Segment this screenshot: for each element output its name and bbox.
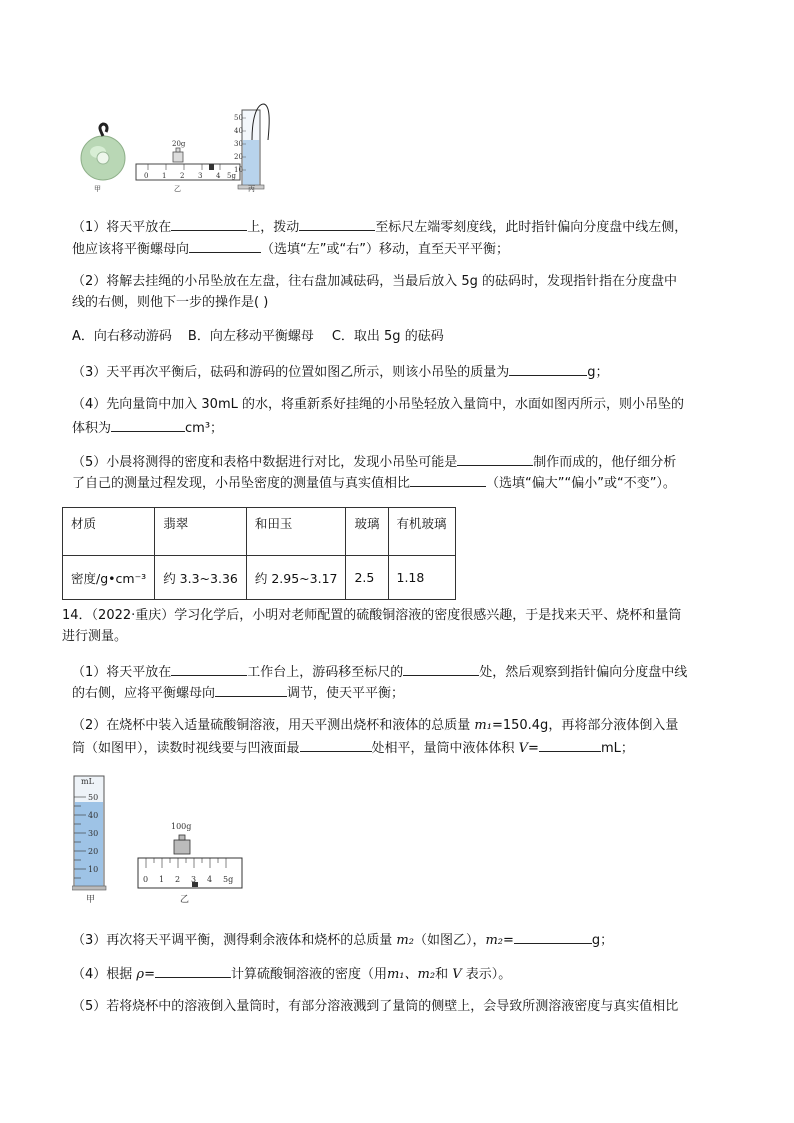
- answer-blank-q14-3[interactable]: [215, 684, 287, 697]
- table-header-cell: 和田玉: [246, 508, 346, 556]
- q1-line-1: [72, 218, 687, 236]
- cyl-tick-20: 20: [88, 847, 99, 856]
- q14-s2-text-c: 筒（如图甲），读数时视线要与凹液面最: [72, 741, 300, 756]
- q14-s4-text-a: （4）根据: [72, 967, 137, 982]
- ruler-tick-1: 1: [162, 172, 167, 180]
- q14-s3-eq: =: [503, 933, 514, 948]
- q14-s1-line-2: [72, 684, 404, 702]
- q14-s2-text-d: 处相平，量筒中液体体积: [371, 741, 519, 756]
- answer-blank-q4[interactable]: [111, 419, 185, 432]
- table-header-cell: 材质: [63, 508, 155, 556]
- q1-text-a: （1）将天平放在: [72, 220, 172, 235]
- fig-label-yi: 乙: [174, 185, 181, 193]
- table-cell: 1.18: [388, 556, 455, 600]
- q2-options: [72, 329, 444, 345]
- cyl-tick-10: 10: [234, 166, 243, 174]
- q14-intro-1: 14．（2022·重庆）学习化学后，小明对老师配置的硫酸铜溶液的密度很感兴趣，于是找来天平、烧杯和量筒: [62, 608, 682, 623]
- q14-s3-text-a: （3）再次将天平调平衡，测得剩余液体和烧杯的总质量: [72, 933, 397, 948]
- answer-blank-q14-6[interactable]: [514, 931, 592, 944]
- q1-text-b: 上，拨动: [247, 220, 300, 235]
- q1-line-2: [72, 240, 509, 258]
- q5-line-2: [72, 474, 676, 492]
- weight-label: 20g: [172, 140, 186, 148]
- q14-s4-line: [72, 965, 511, 983]
- ruler-tick-2: 2: [180, 172, 185, 180]
- option-b[interactable]: B．向左移动平衡螺母: [187, 329, 314, 344]
- answer-blank-q5-2[interactable]: [410, 474, 486, 487]
- q14-s4-text-c: 和: [435, 967, 453, 982]
- q14-s1-text-c: 处，然后观察到指针偏向分度盘中线: [479, 665, 688, 680]
- q14-s1-line-1: [72, 663, 687, 681]
- q14-s2-v: V: [518, 741, 529, 756]
- q14-intro-2: 进行测量。: [62, 629, 128, 644]
- weight-100g-icon: [174, 840, 190, 854]
- table-cell: 约 3.3~3.36: [155, 556, 247, 600]
- answer-blank-q14-2[interactable]: [403, 663, 479, 676]
- q14-s3-m2: m₂: [396, 933, 414, 948]
- table-row: [63, 508, 456, 556]
- q5-line-1: [72, 453, 676, 471]
- ruler-tick-0: 0: [143, 875, 149, 884]
- ruler-tick-2: 2: [175, 875, 181, 884]
- table-header-cell: 有机玻璃: [388, 508, 455, 556]
- q14-s4-text-b: 计算硫酸铜溶液的密度（用: [230, 967, 387, 982]
- q2-line-2: 线的右侧，则他下一步的操作是( ): [72, 295, 269, 310]
- weight-label: 100g: [171, 822, 192, 831]
- ruler-tick-0: 0: [144, 172, 149, 180]
- density-table: [62, 507, 456, 600]
- q4-text: 体积为: [72, 421, 112, 436]
- q4-line-2: [72, 419, 223, 437]
- q5-text-a: （5）小晨将测得的密度和表格中数据进行对比，发现小吊坠可能是: [72, 455, 458, 470]
- answer-blank-q14-7[interactable]: [155, 965, 231, 978]
- q14-s1-text-b: 工作台上，游码移至标尺的: [247, 665, 404, 680]
- table-header-cell: 翡翠: [155, 508, 247, 556]
- q14-s1-text-e: 调节，使天平平衡；: [287, 686, 405, 701]
- cyl-tick-20: 20: [234, 153, 243, 161]
- cyl-tick-30: 30: [234, 140, 243, 148]
- q14-s4-rho: ρ: [136, 967, 145, 982]
- q14-s2-unit: mL；: [600, 741, 634, 756]
- ruler-tick-4: 4: [216, 172, 221, 180]
- table-row: [63, 556, 456, 600]
- answer-blank-q1-1[interactable]: [171, 218, 247, 231]
- q5-text-c: 了自己的测量过程发现，小吊坠密度的测量值与真实值相比: [72, 476, 411, 491]
- fig-label-yi: 乙: [180, 895, 190, 905]
- table-cell: 密度/g•cm⁻³: [63, 556, 155, 600]
- table-cell: 约 2.95~3.17: [246, 556, 346, 600]
- table-header-cell: 玻璃: [346, 508, 388, 556]
- q4-unit: cm³；: [185, 421, 224, 436]
- balance-ruler-icon: [136, 164, 240, 180]
- answer-blank-q14-5[interactable]: [539, 739, 601, 752]
- cyl-unit-label: mL: [81, 777, 94, 786]
- q14-s2-m1: m₁: [474, 718, 492, 733]
- figure-2: [72, 772, 252, 904]
- ruler-tick-5: 5g: [227, 172, 236, 180]
- q3-unit: g；: [587, 365, 609, 380]
- fig-label-bing: 丙: [248, 185, 255, 193]
- q14-s3-text-b: （如图乙），: [413, 933, 486, 948]
- q14-s2-text-b: =150.4g，再将部分液体倒入量: [491, 718, 679, 733]
- cyl-tick-10: 10: [88, 865, 99, 874]
- q1-text-d: 他应该将平衡螺母向: [72, 242, 190, 257]
- q14-s5-line: （5）若将烧杯中的溶液倒入量筒时，有部分溶液溅到了量筒的侧壁上，会导致所测溶液密度与真实值相比: [72, 999, 679, 1014]
- q1-text-e: （选填“左”或“右”）移动，直至天平平衡；: [261, 242, 509, 257]
- q1-text-c: 至标尺左端零刻度线，此时指针偏向分度盘中线左侧，: [375, 220, 688, 235]
- q14-s1-text-a: （1）将天平放在: [72, 665, 172, 680]
- fig-label-jia: 甲: [94, 185, 101, 193]
- q3-text: （3）天平再次平衡后，砝码和游码的位置如图乙所示，则该小吊坠的质量为: [72, 365, 510, 380]
- q14-s4-eq: =: [144, 967, 155, 982]
- cyl-tick-50: 50: [234, 114, 243, 122]
- option-c[interactable]: C．取出 5g 的砝码: [331, 329, 444, 344]
- answer-blank-q3[interactable]: [509, 363, 587, 376]
- cyl-tick-50: 50: [88, 793, 99, 802]
- answer-blank-q14-1[interactable]: [171, 663, 247, 676]
- q14-s2-line-1: [72, 718, 678, 734]
- q14-s2-eq: =: [528, 741, 539, 756]
- q14-s3-line: [72, 931, 613, 949]
- ruler-tick-3: 3: [191, 875, 197, 884]
- cyl-tick-40: 40: [234, 127, 243, 135]
- table-cell: 2.5: [346, 556, 388, 600]
- figure-2-drawing: [72, 772, 252, 904]
- answer-blank-q1-3[interactable]: [189, 240, 261, 253]
- answer-blank-q5-1[interactable]: [457, 453, 533, 466]
- figure-1: [76, 100, 276, 192]
- q14-s4-vars: m₁、m₂: [386, 967, 436, 982]
- weight-icon: [173, 152, 183, 162]
- q4-line-1: （4）先向量筒中加入 30mL 的水，将重新系好挂绳的小吊坠轻放入量筒中，水面如图丙所示，则小吊坠的: [72, 397, 684, 412]
- ruler-tick-1: 1: [159, 875, 165, 884]
- ruler-tick-4: 4: [207, 875, 213, 884]
- ruler-tick-3: 3: [198, 172, 203, 180]
- option-a[interactable]: A．向右移动游码: [72, 329, 172, 344]
- ruler-tick-5: 5g: [223, 875, 234, 884]
- q3-line: [72, 363, 609, 381]
- fig-label-jia: 甲: [86, 895, 96, 905]
- q2-line-1: （2）将解去挂绳的小吊坠放在左盘，往右盘加减砝码，当最后放入 5g 的砝码时，发现指针指在分度盘中: [72, 274, 678, 289]
- q5-text-b: 制作而成的，他仔细分析: [533, 455, 677, 470]
- q5-text-d: （选填“偏大”“偏小”或“不变”）。: [486, 476, 676, 491]
- answer-blank-q1-2[interactable]: [299, 218, 375, 231]
- cyl-tick-30: 30: [88, 829, 99, 838]
- q14-s2-text-a: （2）在烧杯中装入适量硫酸铜溶液，用天平测出烧杯和液体的总质量: [72, 718, 475, 733]
- cyl-tick-40: 40: [88, 811, 99, 820]
- q14-s4-v: V: [452, 967, 462, 982]
- q14-s3-m2b: m₂: [485, 933, 504, 948]
- q14-s2-line-2: [72, 739, 634, 757]
- q14-s4-text-d: 表示）。: [461, 967, 512, 982]
- q14-s3-unit: g；: [591, 933, 614, 948]
- q14-s1-text-d: 的右侧，应将平衡螺母向: [72, 686, 216, 701]
- answer-blank-q14-4[interactable]: [300, 739, 372, 752]
